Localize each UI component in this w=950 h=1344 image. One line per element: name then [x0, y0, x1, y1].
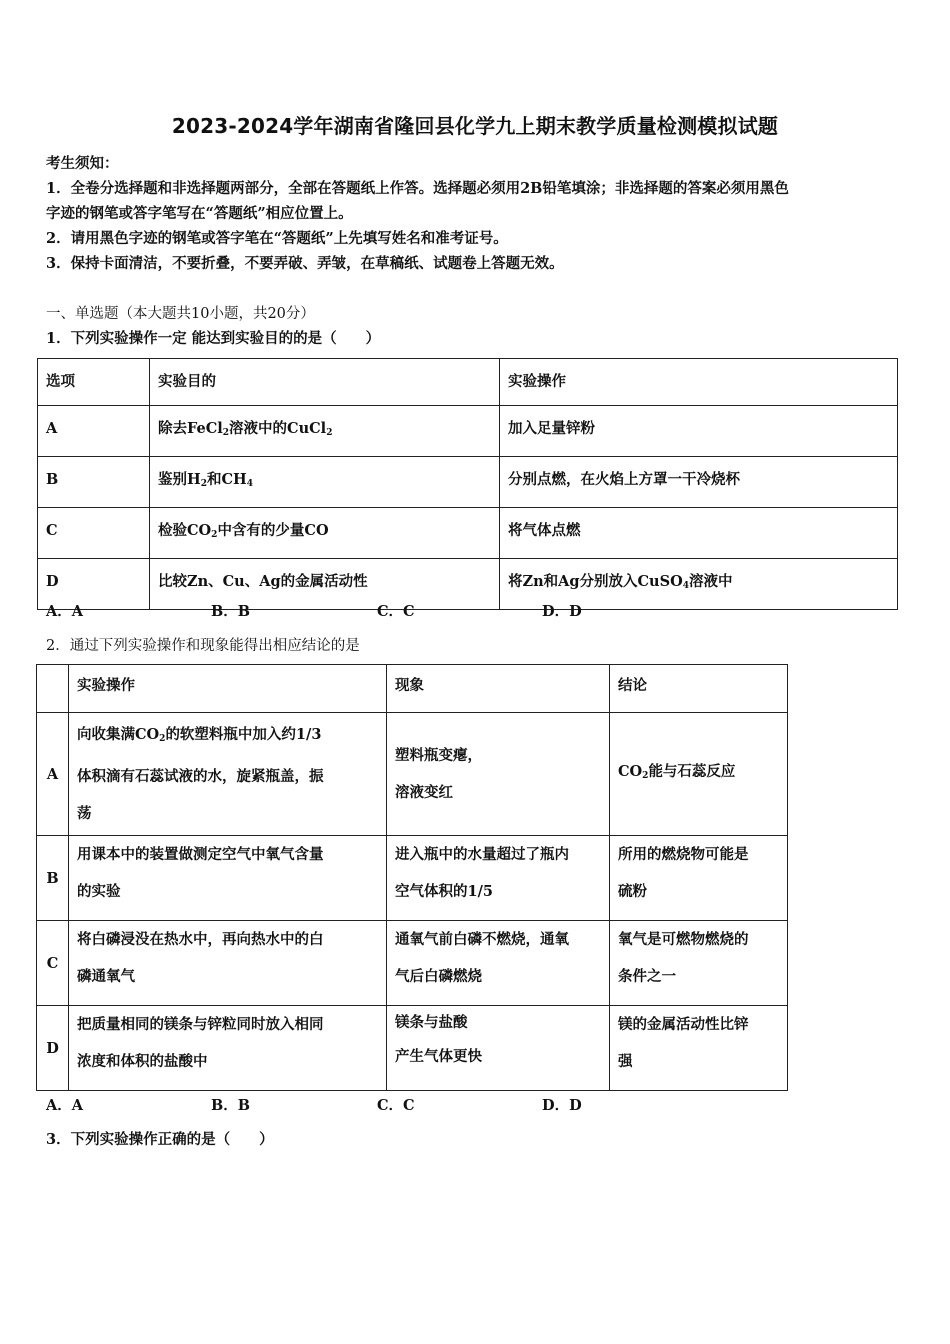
option-label: A — [37, 713, 69, 836]
choice-d[interactable]: D．D — [542, 603, 582, 620]
notice-line-1b: 字迹的钢笔或答字笔写在“答题纸”相应位置上。 — [46, 205, 353, 222]
notice-line-3: 3．保持卡面清洁，不要折叠，不要弄破、弄皱，在草稿纸、试题卷上答题无效。 — [46, 255, 564, 272]
conclusion-cell: $CO_2$能与石蕊反应 — [610, 713, 788, 836]
purpose-cell: 比较Zn、Cu、Ag的金属活动性 — [150, 559, 500, 610]
question-1-stem: 1．下列实验操作一定 能达到实验目的的是（ ） — [46, 330, 381, 347]
table-row — [37, 836, 788, 921]
table-row — [38, 559, 898, 610]
purpose-cell: 检验$CO_2$中含有的少量CO — [150, 508, 500, 559]
table-row — [38, 457, 898, 508]
operation-cell: 将气体点燃 — [500, 508, 898, 559]
conclusion-cell: 镁的金属活动性比锌 强 — [610, 1006, 788, 1091]
operation-cell: 把质量相同的镁条与锌粒同时放入相同 浓度和体积的盐酸中 — [69, 1006, 387, 1091]
header-cell: 实验目的 — [150, 359, 500, 406]
table-header-row — [37, 665, 788, 713]
operation-cell: 将Zn和Ag分别放入CuSO$_4$溶液中 — [500, 559, 898, 610]
question-2-table — [36, 664, 788, 1091]
option-label: B — [38, 457, 150, 508]
choice-c[interactable]: C．C — [377, 1097, 415, 1114]
operation-cell: 将白磷浸没在热水中，再向热水中的白 磷通氧气 — [69, 921, 387, 1006]
page-title: 2023-2024学年湖南省隆回县化学九上期末教学质量检测模拟试题 — [171, 114, 779, 138]
phenomenon-cell: 通氧气前白磷不燃烧，通氧 气后白磷燃烧 — [387, 921, 610, 1006]
option-label: C — [37, 921, 69, 1006]
header-cell: 实验操作 — [69, 665, 387, 713]
operation-cell: 用课本中的装置做测定空气中氧气含量 的实验 — [69, 836, 387, 921]
header-cell: 结论 — [610, 665, 788, 713]
option-label: B — [37, 836, 69, 921]
option-label: D — [38, 559, 150, 610]
table-row — [37, 921, 788, 1006]
question-3-stem: 3．下列实验操作正确的是（ ） — [46, 1131, 274, 1148]
notice-heading: 考生须知： — [46, 155, 119, 172]
header-cell: 现象 — [387, 665, 610, 713]
conclusion-cell: 所用的燃烧物可能是 硫粉 — [610, 836, 788, 921]
option-label: C — [38, 508, 150, 559]
table-header-row — [38, 359, 898, 406]
question-2-stem: 2．通过下列实验操作和现象能得出相应结论的是 — [46, 638, 360, 654]
purpose-cell: 除去FeCl$_2$溶液中的CuCl$_2$ — [150, 406, 500, 457]
choice-b[interactable]: B．B — [211, 603, 251, 620]
operation-cell: 向收集满$CO_2$的软塑料瓶中加入约1/3 体积滴有石蕊试液的水，旋紧瓶盖，振 荡 — [69, 713, 387, 836]
choice-a[interactable]: A．A — [46, 603, 84, 620]
phenomenon-cell: 塑料瓶变瘪， 溶液变红 — [387, 713, 610, 836]
choice-c[interactable]: C．C — [377, 603, 415, 620]
question-1-table — [37, 358, 898, 610]
notice-line-1: 1．全卷分选择题和非选择题两部分，全部在答题纸上作答。选择题必须用2B铅笔填涂；非选择题的答案必须用黑色 — [46, 180, 789, 197]
header-cell-empty — [37, 665, 69, 713]
choice-d[interactable]: D．D — [542, 1097, 582, 1114]
section-heading: 一、单选题（本大题共10小题，共20分） — [46, 306, 315, 322]
choice-b[interactable]: B．B — [211, 1097, 251, 1114]
operation-cell: 加入足量锌粉 — [500, 406, 898, 457]
option-label: A — [38, 406, 150, 457]
table-row — [38, 508, 898, 559]
purpose-cell: 鉴别$H_2$和$CH_4$ — [150, 457, 500, 508]
table-row — [37, 713, 788, 836]
header-cell: 实验操作 — [500, 359, 898, 406]
notice-line-2: 2．请用黑色字迹的钢笔或答字笔在“答题纸”上先填写姓名和准考证号。 — [46, 230, 508, 247]
option-label: D — [37, 1006, 69, 1091]
phenomenon-cell: 进入瓶中的水量超过了瓶内 空气体积的1/5 — [387, 836, 610, 921]
operation-cell: 分别点燃，在火焰上方罩一干冷烧杯 — [500, 457, 898, 508]
table-row — [38, 406, 898, 457]
header-cell: 选项 — [38, 359, 150, 406]
conclusion-cell: 氧气是可燃物燃烧的 条件之一 — [610, 921, 788, 1006]
choice-a[interactable]: A．A — [46, 1097, 84, 1114]
phenomenon-cell: 镁条与盐酸 产生气体更快 — [387, 1006, 610, 1091]
table-row — [37, 1006, 788, 1091]
